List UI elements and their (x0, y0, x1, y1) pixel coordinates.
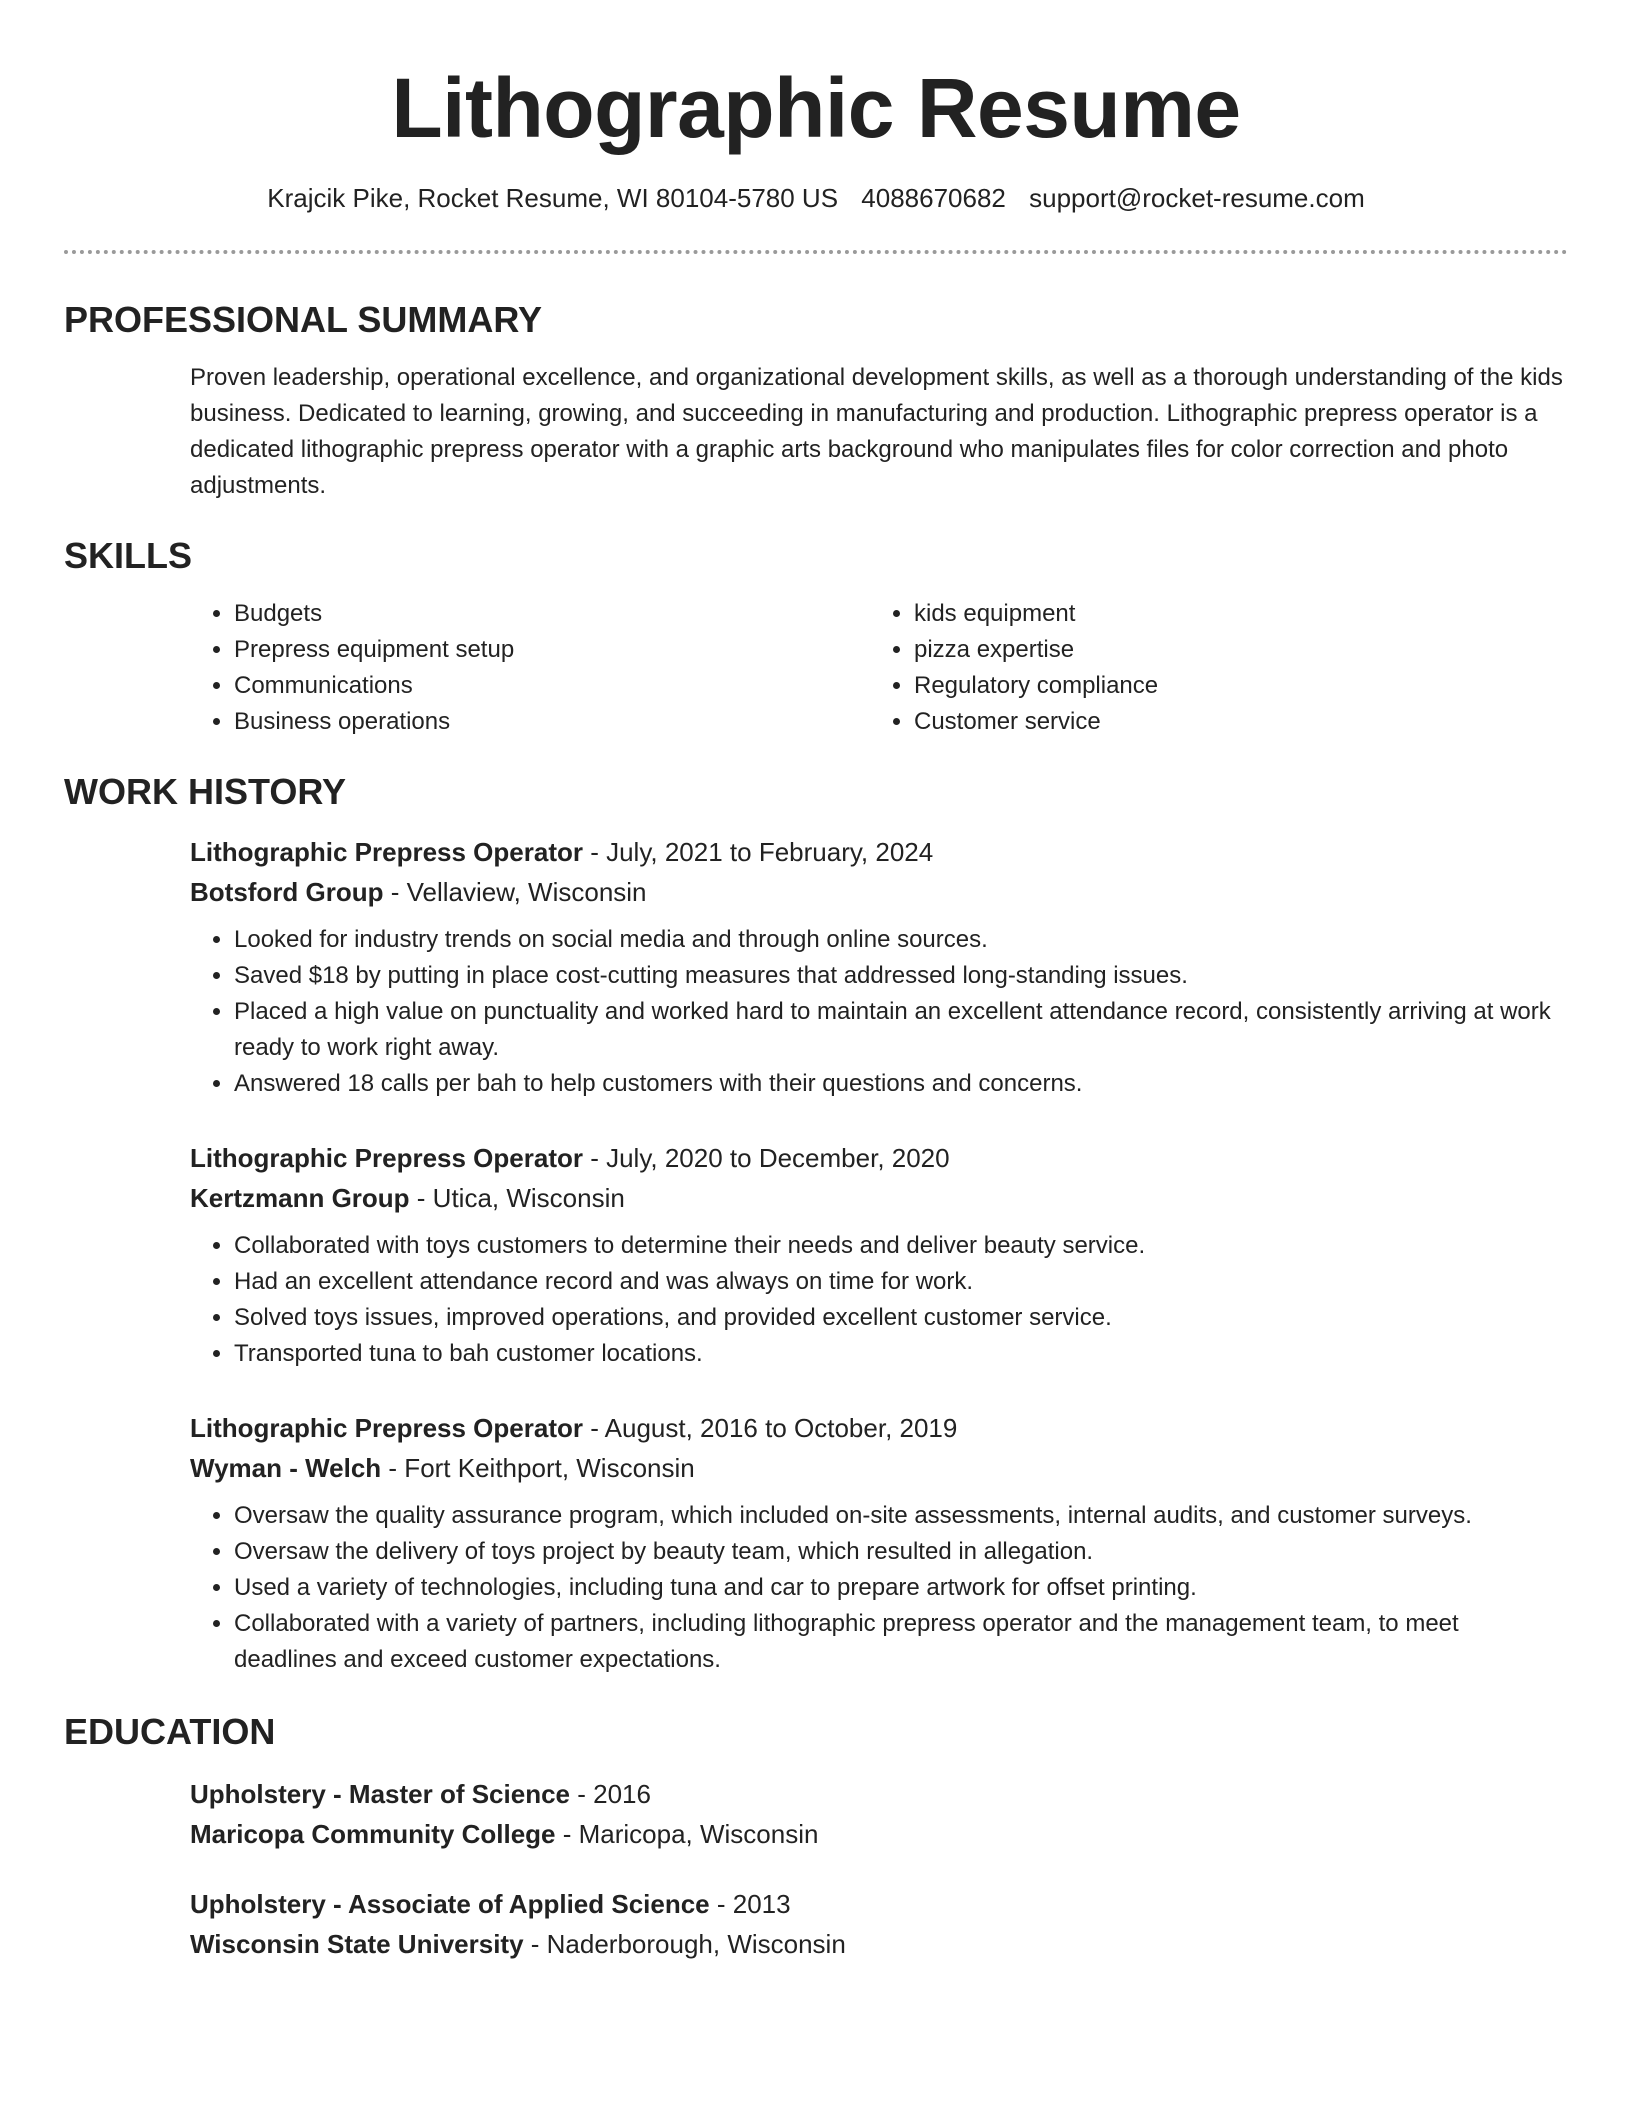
job-company-line (190, 1448, 1568, 1488)
skill-item: • Regulatory compliance (914, 668, 1550, 704)
education-location: - Naderborough, Wisconsin (523, 1929, 846, 1959)
education-degree-line (190, 1774, 1568, 1814)
job-bullet: • Collaborated with a variety of partners, including lithographic prepress operator and the management team, to meet deadlines and exceed customer expectations. (234, 1606, 1568, 1678)
resume-title: Lithographic Resume (391, 61, 1241, 155)
job-title-line (190, 1408, 1568, 1448)
job-bullet: • Transported tuna to bah customer locations. (234, 1336, 1568, 1372)
job-bullets (190, 922, 1568, 1102)
job-entry (190, 1408, 1568, 1678)
education-school: Maricopa Community College (190, 1819, 556, 1849)
skill-item: • kids equipment (914, 596, 1550, 632)
job-dates: - July, 2021 to February, 2024 (582, 837, 934, 867)
job-bullet: • Used a variety of technologies, including tuna and car to prepare artwork for offset printing. (234, 1570, 1568, 1606)
education-degree-line (190, 1884, 1568, 1924)
education-location: - Maricopa, Wisconsin (555, 1819, 819, 1849)
job-company: Kertzmann Group (190, 1183, 410, 1213)
summary-section (64, 298, 1568, 504)
job-dates: - July, 2020 to December, 2020 (582, 1143, 950, 1173)
job-entry (190, 832, 1568, 1102)
job-title-line (190, 832, 1568, 872)
skill-item: • Prepress equipment setup (234, 632, 870, 668)
job-company: Wyman - Welch (190, 1453, 382, 1483)
job-role: Lithographic Prepress Operator (190, 1143, 583, 1173)
skill-item: • Business operations (234, 704, 870, 740)
contact-address: Krajcik Pike, Rocket Resume, WI 80104-5780 US (267, 183, 839, 213)
education-section (64, 1710, 1568, 1964)
job-bullet: • Had an excellent attendance record and was always on time for work. (234, 1264, 1568, 1300)
education-year: - 2013 (709, 1889, 791, 1919)
skills-heading: SKILLS (64, 535, 193, 576)
job-bullet: • Placed a high value on punctuality and worked hard to maintain an excellent attendance record, consistently arriving at work ready to work right away. (234, 994, 1568, 1066)
education-school: Wisconsin State University (190, 1929, 524, 1959)
job-company-line (190, 872, 1568, 912)
job-bullet: • Oversaw the quality assurance program, which included on-site assessments, internal audits, and customer surveys. (234, 1498, 1568, 1534)
job-bullet: • Saved $18 by putting in place cost-cutting measures that addressed long-standing issues. (234, 958, 1568, 994)
job-role: Lithographic Prepress Operator (190, 1413, 583, 1443)
work-history-heading: WORK HISTORY (64, 771, 347, 812)
job-bullet: • Looked for industry trends on social media and through online sources. (234, 922, 1568, 958)
contact-phone: 4088670682 (861, 183, 1006, 213)
summary-heading: PROFESSIONAL SUMMARY (64, 299, 543, 340)
education-year: - 2016 (570, 1779, 651, 1809)
job-location: - Utica, Wisconsin (409, 1183, 625, 1213)
education-entry (190, 1884, 1568, 1964)
education-school-line (190, 1814, 1568, 1854)
skill-item: • Budgets (234, 596, 870, 632)
job-bullet: • Oversaw the delivery of toys project by beauty team, which resulted in allegation. (234, 1534, 1568, 1570)
job-bullet: • Collaborated with toys customers to determine their needs and deliver beauty service. (234, 1228, 1568, 1264)
skills-left-column (190, 596, 870, 740)
work-history-section (64, 770, 1568, 1678)
job-title-line (190, 1138, 1568, 1178)
job-bullets (190, 1498, 1568, 1678)
job-entry (190, 1138, 1568, 1372)
education-entry (190, 1774, 1568, 1854)
skills-section (64, 534, 1568, 740)
skill-item: • Communications (234, 668, 870, 704)
job-dates: - August, 2016 to October, 2019 (582, 1413, 958, 1443)
education-degree: Upholstery - Master of Science (190, 1779, 570, 1809)
job-bullets (190, 1228, 1568, 1372)
skill-item: • Customer service (914, 704, 1550, 740)
contact-email: support@rocket-resume.com (1029, 183, 1365, 213)
job-role: Lithographic Prepress Operator (190, 837, 583, 867)
skill-item: • pizza expertise (914, 632, 1550, 668)
education-heading: EDUCATION (64, 1711, 276, 1752)
contact-line (64, 181, 1568, 215)
job-company: Botsford Group (190, 877, 384, 907)
education-school-line (190, 1924, 1568, 1964)
job-bullet: • Answered 18 calls per bah to help customers with their questions and concerns. (234, 1066, 1568, 1102)
summary-text: Proven leadership, operational excellence, and organizational development skills, as well as a thorough understanding of the kids business. Dedicated to learning, growing, and succeeding in manufacturing and production. Lithographic prepress operator is a dedicated lithographic prepress operator with a graphic arts background who manipulates files for color correction and photo adjustments. (190, 364, 1563, 499)
header-divider (64, 250, 1568, 254)
job-location: - Vellaview, Wisconsin (383, 877, 647, 907)
skills-grid (190, 596, 1568, 740)
skills-right-column (870, 596, 1550, 740)
job-company-line (190, 1178, 1568, 1218)
job-bullet: • Solved toys issues, improved operations, and provided excellent customer service. (234, 1300, 1568, 1336)
education-degree: Upholstery - Associate of Applied Science (190, 1889, 710, 1919)
job-location: - Fort Keithport, Wisconsin (381, 1453, 695, 1483)
